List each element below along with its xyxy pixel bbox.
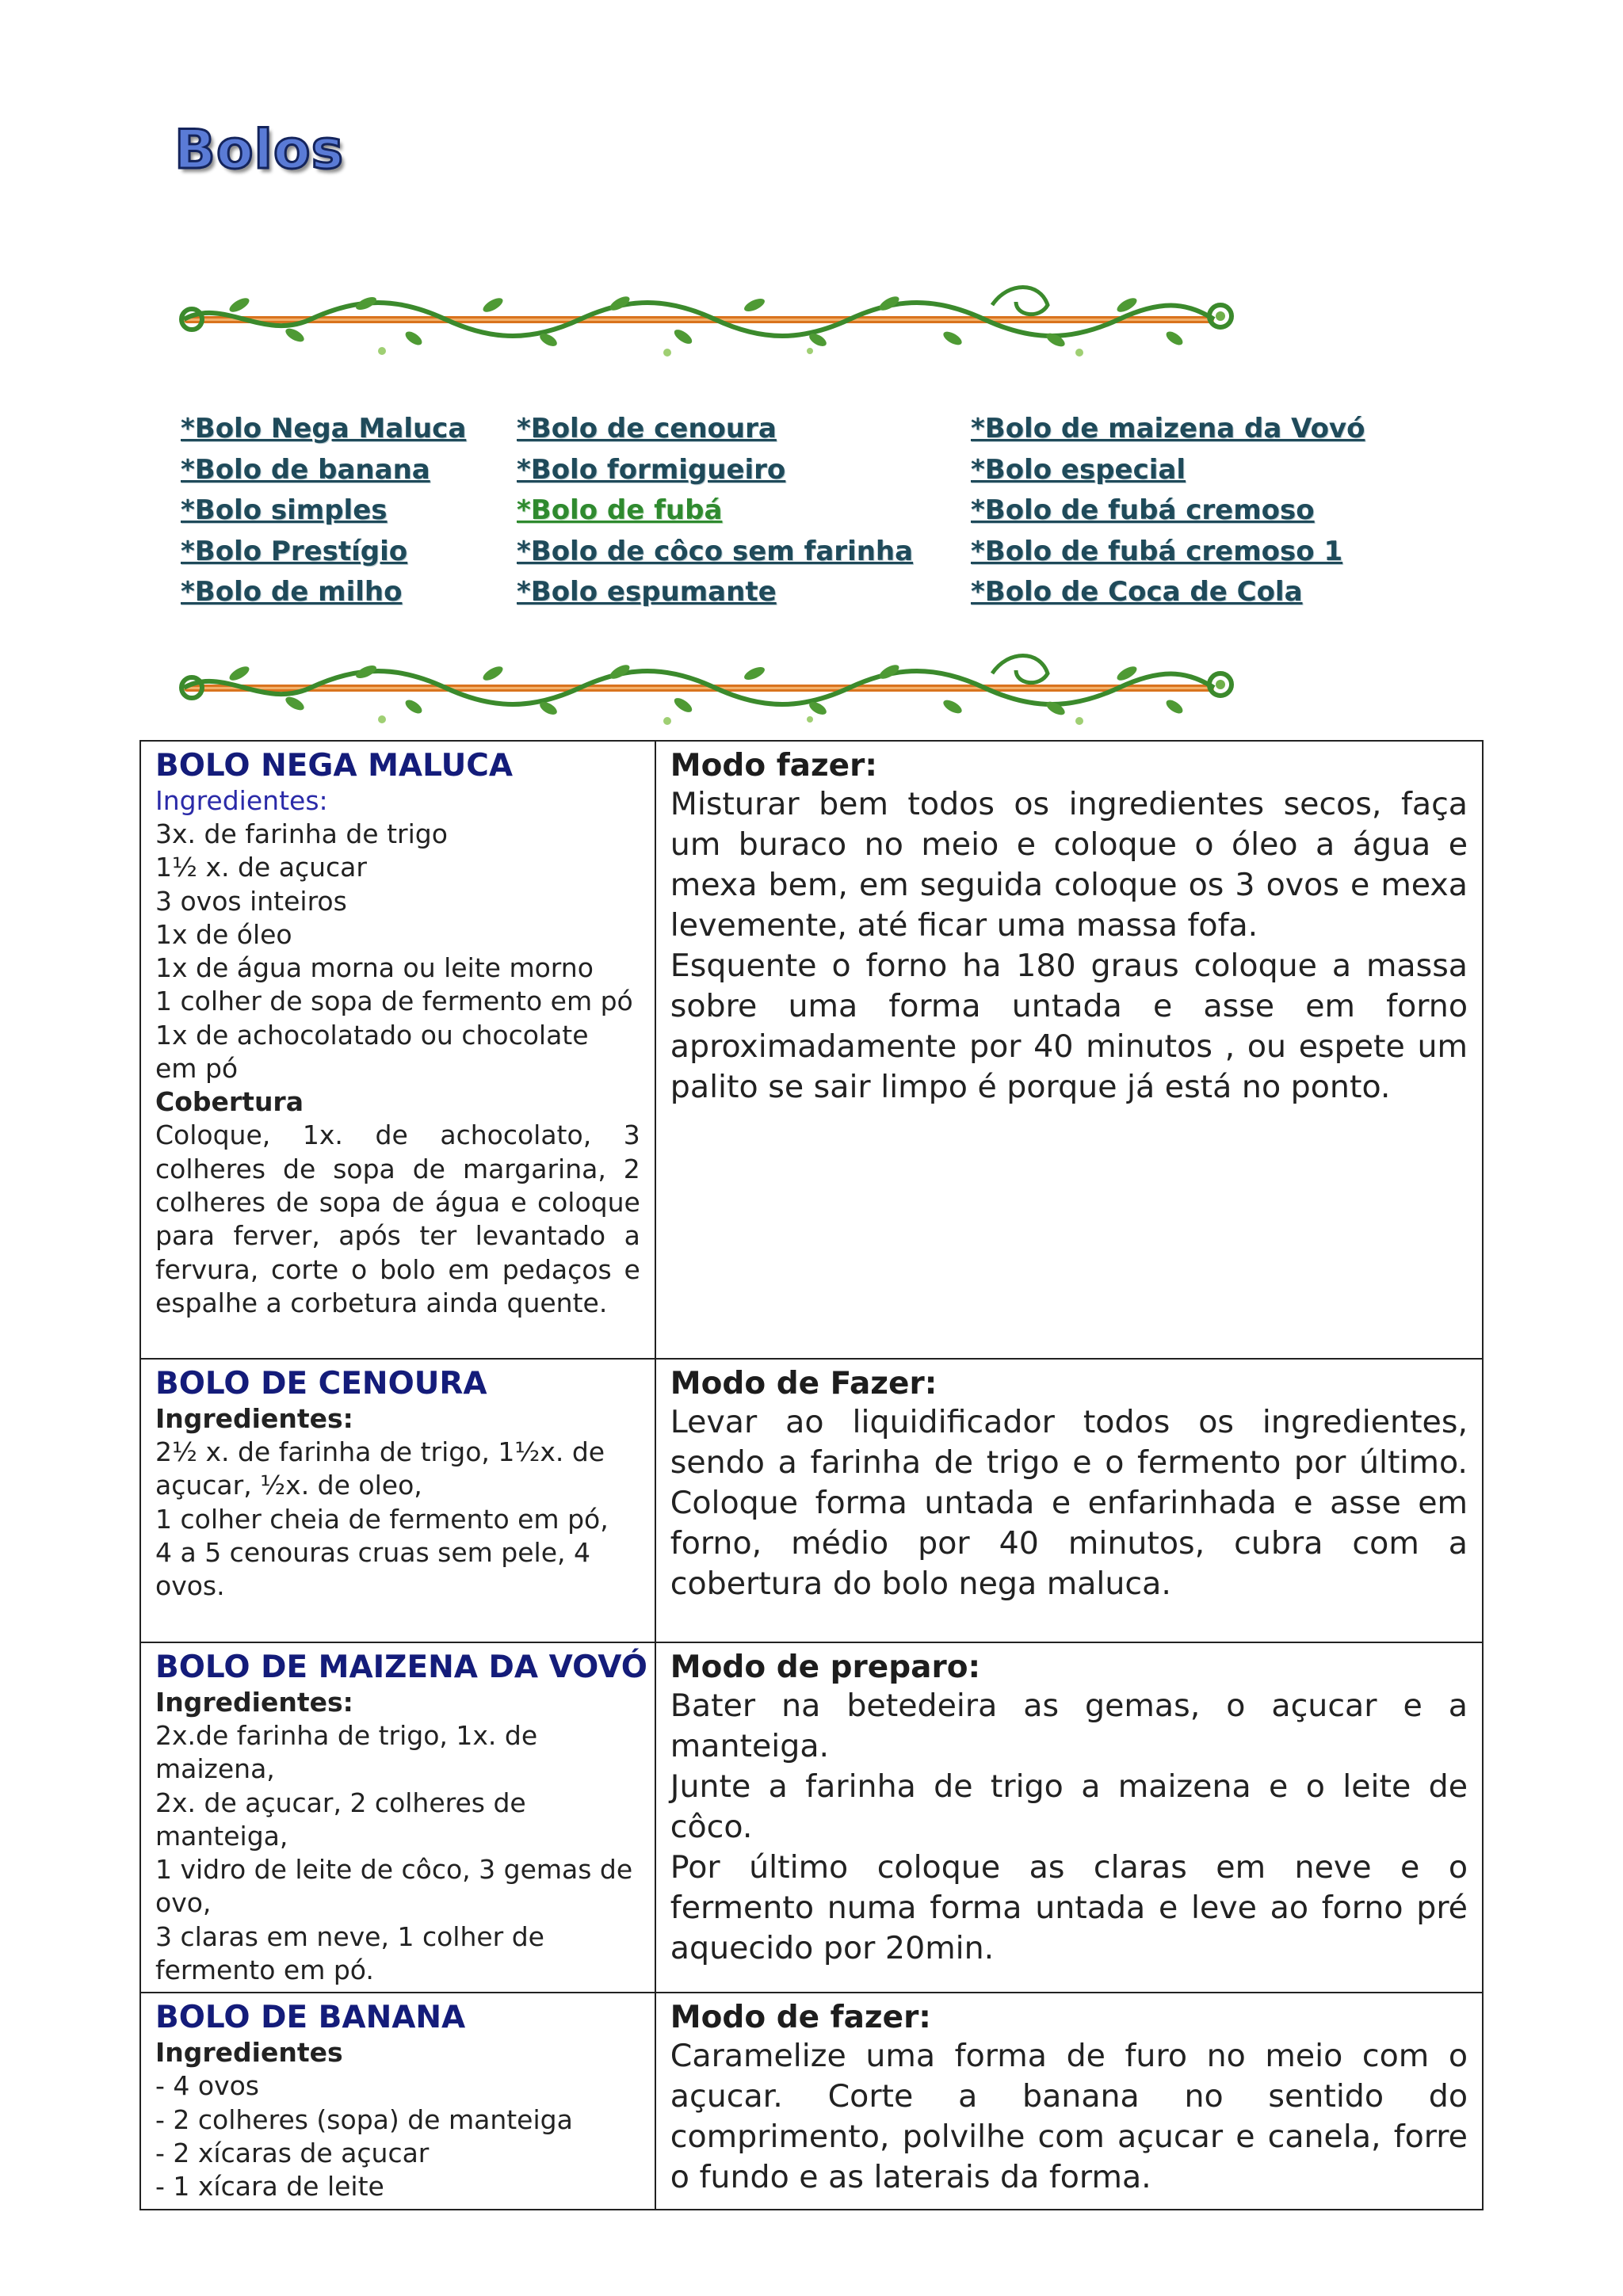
ingredient-item: - 2 colheres (sopa) de manteiga [155,2103,573,2135]
links-column-3 [971,409,1365,613]
recipe-title: BOLO DE CENOURA [155,1366,487,1402]
method-label: Modo de fazer: [670,2000,931,2036]
method-paragraph: Bater na betedeira as gemas, o açucar e a manteiga. [670,1688,1468,1764]
ingredient-item: 4 a 5 cenouras cruas sem pele, 4 [155,1536,590,1568]
ingredient-item: maizena, [155,1753,275,1785]
recipe-row-banana [140,1993,1483,2209]
recipes-table [139,740,1484,2210]
recipe-method-cell [655,1993,1483,2209]
link-bolo-especial[interactable]: *Bolo especial [971,453,1186,486]
recipe-ingredients-cell [140,1359,655,1642]
ingredient-item: 2x. de açucar, 2 colheres de [155,1787,526,1818]
link-bolo-de-fuba-cremoso[interactable]: *Bolo de fubá cremoso [971,494,1315,526]
method-label: Modo fazer: [670,748,877,784]
ingredient-item: 1½ x. de açucar [155,852,367,883]
ingredient-item: 1 colher de sopa de fermento em pó [155,986,633,1017]
recipe-links [0,409,1623,615]
link-bolo-de-cenoura[interactable]: *Bolo de cenoura [517,413,777,444]
ingredient-item: 1x de água morna ou leite morno [155,952,594,984]
link-bolo-espumante[interactable]: *Bolo espumante [517,576,777,608]
ingredient-item: ovos. [155,1570,225,1602]
ingredients-label: Ingredientes: [155,1687,353,1718]
recipe-ingredients-cell [140,741,655,1359]
ingredient-item: fermento em pó. [155,1955,374,1986]
recipe-row-maizena-da-vovo [140,1642,1483,1993]
ingredient-item: 3 claras em neve, 1 colher de [155,1920,544,1952]
recipe-method-cell [655,1359,1483,1642]
link-bolo-de-banana[interactable]: *Bolo de banana [181,453,430,486]
ingredient-item: 3x. de farinha de trigo [155,818,448,849]
ingredient-item: 1x de achocolatado ou chocolate [155,1019,589,1051]
ingredient-item: 1 vidro de leite de côco, 3 gemas de [155,1854,633,1886]
method-paragraph: Junte a farinha de trigo a maizena e o leite de côco. [670,1768,1468,1845]
link-bolo-de-milho[interactable]: *Bolo de milho [181,576,403,608]
method-paragraph: Misturar bem todos os ingredientes secos, faça um buraco no meio e coloque o óleo a água e mexa bem, em seguida coloque os 3 ovos e mexa levemente, até ficar uma massa fofa. [670,786,1468,944]
ingredients-label: Ingredientes [155,2037,343,2069]
vine-divider-bottom [176,650,1238,737]
method-paragraph: Levar ao liquidificador todos os ingredientes, sendo a farinha de trigo e o fermento por último. Coloque forma untada e enfarinhada e asse em forno, médio por 40 minutos, cubra com a cobertura do bolo nega maluca. [670,1404,1468,1602]
link-bolo-nega-maluca[interactable]: *Bolo Nega Maluca [181,413,467,444]
method-paragraph: Esquente o forno ha 180 graus coloque a massa sobre uma forma untada e asse em forno aproximadamente por 40 minutos , ou espete um palito se sair limpo é porque já está no ponto. [670,948,1468,1105]
link-bolo-simples[interactable]: *Bolo simples [181,494,388,526]
recipe-title: BOLO NEGA MALUCA [155,748,514,784]
topping-text: Coloque, 1x. de achocolato, 3 colheres de sopa de margarina, 2 colheres de sopa de água e coloque para ferver, após ter levantado a fervura, corte o bolo em pedaços e espalhe a corbetura ainda quente. [155,1119,640,1318]
recipe-row-cenoura [140,1359,1483,1642]
ingredient-item: 3 ovos inteiros [155,885,347,917]
link-bolo-de-maizena-da-vovo[interactable]: *Bolo de maizena da Vovó [971,413,1365,444]
topping-label: Cobertura [155,1086,304,1118]
ingredient-item: 1 colher cheia de fermento em pó, [155,1503,609,1535]
link-bolo-de-coco-sem-farinha[interactable]: *Bolo de côco sem farinha [517,535,914,567]
links-column-1 [181,409,466,613]
recipe-row-nega-maluca [140,741,1483,1359]
link-bolo-formigueiro[interactable]: *Bolo formigueiro [517,453,786,486]
recipe-ingredients-cell [140,1993,655,2209]
ingredient-item: 2x.de farinha de trigo, 1x. de [155,1720,538,1751]
link-bolo-prestigio[interactable]: *Bolo Prestígio [181,535,408,567]
ingredient-item: açucar, ½x. de oleo, [155,1470,422,1501]
method-label: Modo de preparo: [670,1650,981,1685]
ingredients-label: Ingredientes: [155,785,328,816]
recipe-title: BOLO DE MAIZENA DA VOVÓ [155,1650,647,1685]
vine-divider-top [176,281,1238,368]
method-label: Modo de Fazer: [670,1366,938,1402]
ingredients-label: Ingredientes: [155,1403,353,1434]
recipe-ingredients-cell [140,1642,655,1993]
recipe-method-cell [655,1642,1483,1993]
links-column-2 [517,409,913,613]
ingredient-item: 1x de óleo [155,918,292,950]
ingredient-item: em pó [155,1053,239,1085]
ingredient-item: - 1 xícara de leite [155,2171,384,2203]
link-bolo-de-fuba[interactable]: *Bolo de fubá [517,494,723,526]
ingredient-item: - 2 xícaras de açucar [155,2137,430,2168]
method-paragraph: Caramelize uma forma de furo no meio com o açucar. Corte a banana no sentido do comprimento, polvilhe com açucar e canela, forre o fundo e as laterais da forma. [670,2038,1468,2196]
ingredient-item: ovo, [155,1887,212,1919]
link-bolo-de-fuba-cremoso-1[interactable]: *Bolo de fubá cremoso 1 [971,535,1343,567]
ingredient-item: 2½ x. de farinha de trigo, 1½x. de [155,1436,605,1467]
recipe-title: BOLO DE BANANA [155,2000,466,2036]
ingredient-item: manteiga, [155,1820,288,1852]
ingredient-item: - 4 ovos [155,2070,259,2102]
page-title: Bolos [174,119,345,181]
method-paragraph: Por último coloque as claras em neve e o fermento numa forma untada e leve ao forno pré aquecido por 20min. [670,1849,1468,1966]
link-bolo-de-coca-de-cola[interactable]: *Bolo de Coca de Cola [971,576,1303,608]
recipe-method-cell [655,741,1483,1359]
